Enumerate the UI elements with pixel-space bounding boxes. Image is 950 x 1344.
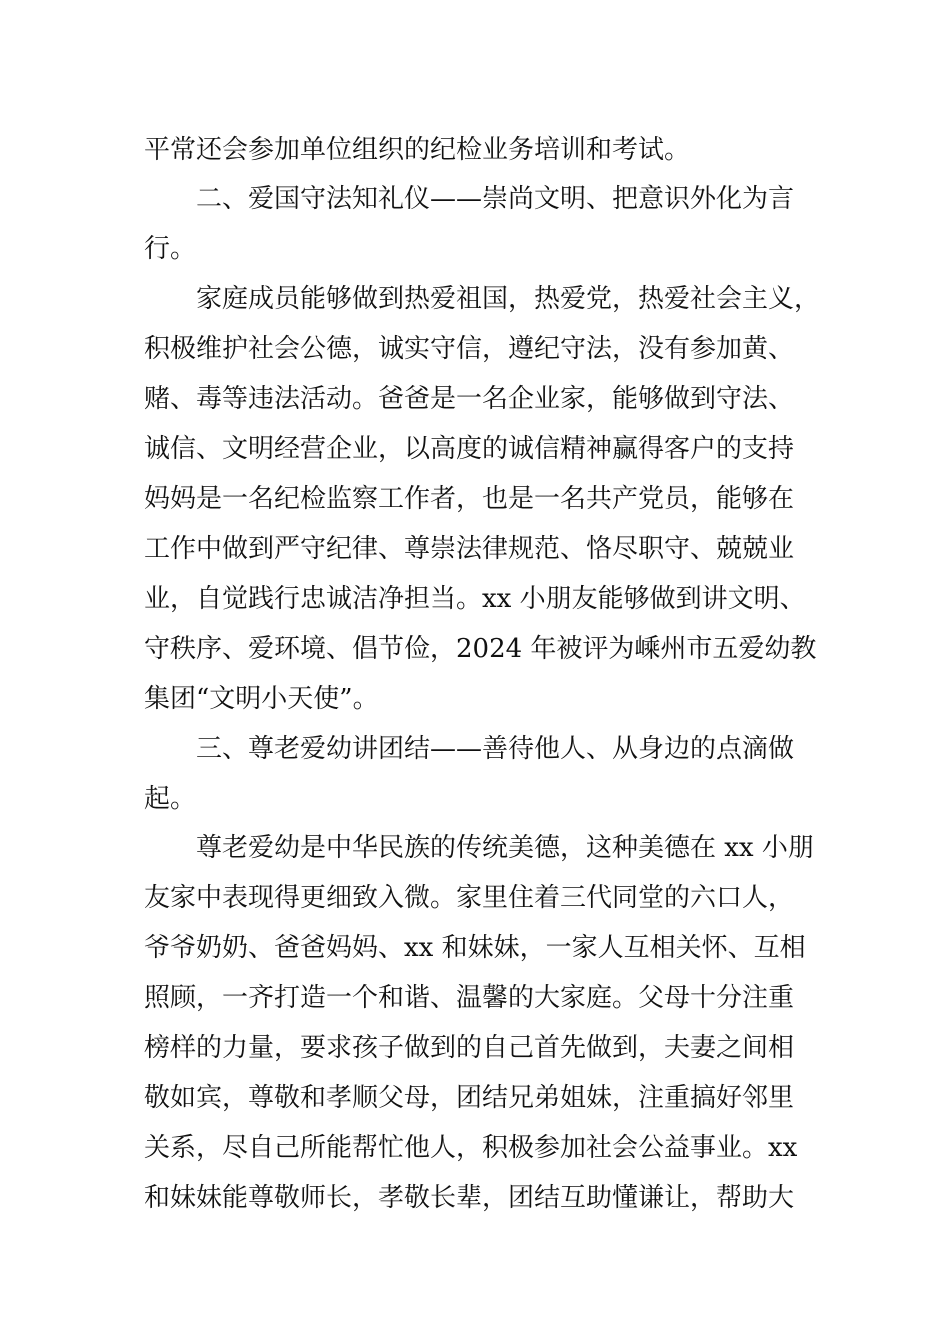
paragraph-start-line: 尊老爱幼是中华民族的传统美德，这种美德在 xx 小朋 (196, 833, 814, 863)
text-line: 守秩序、爱环境、倡节俭，2024 年被评为嵊州市五爱幼教 (144, 634, 817, 664)
text-line: 集团“文明小天使”。 (144, 684, 379, 714)
text-line: 平常还会参加单位组织的纪检业务培训和考试。 (144, 135, 691, 165)
paragraph-start-line: 家庭成员能够做到热爱祖国，热爱党，热爱社会主义， (196, 284, 821, 314)
section-heading: 二、爱国守法知礼仪——崇尚文明、把意识外化为言 (196, 184, 795, 214)
section-heading-continued: 行。 (144, 234, 197, 264)
text-line: 敬如宾，尊敬和孝顺父母，团结兄弟姐妹，注重搞好邻里 (144, 1083, 795, 1113)
text-line: 关系，尽自己所能帮忙他人，积极参加社会公益事业。xx (144, 1133, 798, 1163)
text-line: 工作中做到严守纪律、尊崇法律规范、恪尽职守、兢兢业 (144, 534, 795, 564)
section-heading: 三、尊老爱幼讲团结——善待他人、从身边的点滴做 (196, 734, 795, 764)
section-heading-continued: 起。 (144, 784, 197, 814)
text-line: 爷爷奶奶、爸爸妈妈、xx 和妹妹，一家人互相关怀、互相 (144, 933, 806, 963)
text-line: 业，自觉践行忠诚洁净担当。xx 小朋友能够做到讲文明、 (144, 584, 806, 614)
text-line: 和妹妹能尊敬师长，孝敬长辈，团结互助懂谦让，帮助大 (144, 1183, 795, 1213)
text-line: 友家中表现得更细致入微。家里住着三代同堂的六口人， (144, 883, 795, 913)
text-line: 积极维护社会公德，诚实守信，遵纪守法，没有参加黄、 (144, 334, 795, 364)
text-line: 妈妈是一名纪检监察工作者，也是一名共产党员，能够在 (144, 484, 795, 514)
text-line: 榜样的力量，要求孩子做到的自己首先做到，夫妻之间相 (144, 1033, 795, 1063)
text-line: 照顾，一齐打造一个和谐、温馨的大家庭。父母十分注重 (144, 983, 795, 1013)
text-line: 诚信、文明经营企业，以高度的诚信精神赢得客户的支持 (144, 434, 795, 464)
text-line: 赌、毒等违法活动。爸爸是一名企业家，能够做到守法、 (144, 384, 795, 414)
